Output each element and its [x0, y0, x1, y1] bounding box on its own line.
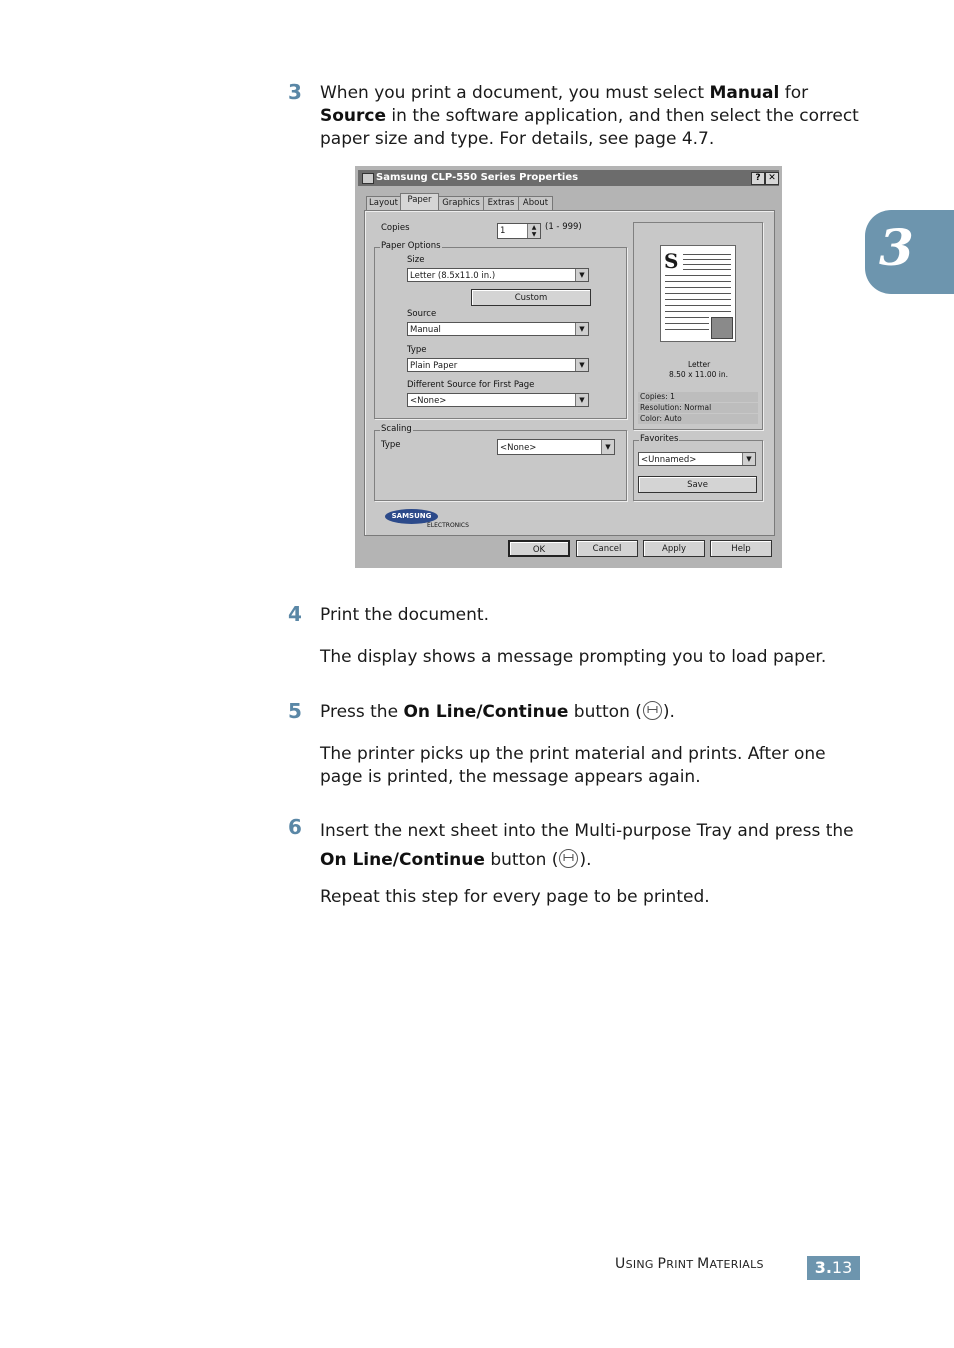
info-resolution: Resolution: Normal [638, 403, 758, 413]
step-5-text: Press the On Line/Continue button ( ). [320, 702, 675, 722]
step-number-5: 5 [288, 699, 302, 723]
step-4-text: Print the document. [320, 605, 489, 625]
image-placeholder-icon [711, 317, 733, 339]
apply-button[interactable]: Apply [643, 540, 705, 557]
step-number-4: 4 [288, 602, 302, 626]
online-continue-button-icon [643, 701, 662, 720]
favorites-select[interactable]: <Unnamed> ▼ [638, 452, 756, 466]
chevron-down-icon[interactable]: ▼ [575, 323, 588, 335]
tab-extras[interactable]: Extras [483, 196, 519, 210]
favorites-legend: Favorites [640, 434, 679, 444]
printer-icon [362, 173, 374, 184]
footer-section-title: USING PRINT MATERIALS [615, 1256, 764, 1272]
custom-button[interactable]: Custom [471, 289, 591, 306]
step-number-3: 3 [288, 80, 302, 104]
step-number-6: 6 [288, 815, 302, 839]
chevron-down-icon[interactable]: ▼ [575, 269, 588, 281]
chevron-down-icon[interactable]: ▼ [742, 453, 755, 465]
step-3-text: When you print a document, you must select Manual for Source in the software application, and then select the correct paper size and type. For details, see page 4.7. [320, 83, 859, 149]
step-6-note: Repeat this step for every page to be printed. [320, 887, 710, 907]
bold-online-continue: On Line/Continue [320, 850, 485, 870]
bold-manual: Manual [709, 83, 780, 103]
bold-online-continue: On Line/Continue [403, 702, 569, 722]
preview-paper-label: Letter [688, 360, 711, 369]
bold-source: Source [320, 106, 387, 126]
info-color: Color: Auto [638, 414, 758, 424]
size-select[interactable]: Letter (8.5x11.0 in.) ▼ [407, 268, 589, 282]
scaling-type-select[interactable]: <None> ▼ [497, 439, 615, 455]
chapter-tab [865, 210, 954, 294]
ok-button[interactable]: OK [508, 540, 570, 557]
step-4-note: The display shows a message prompting you to load paper. [320, 647, 827, 667]
preview-dimensions: 8.50 x 11.00 in. [669, 370, 728, 379]
save-button[interactable]: Save [638, 476, 757, 493]
tab-about[interactable]: About [518, 196, 553, 210]
info-copies: Copies: 1 [638, 392, 758, 402]
scaling-type-label: Type [381, 440, 401, 450]
dialog-title: Samsung CLP-550 Series Properties [376, 172, 579, 183]
tab-graphics[interactable]: Graphics [438, 196, 484, 210]
preview-letter: S [664, 249, 679, 273]
help-button[interactable]: Help [710, 540, 772, 557]
spinner-arrows-icon[interactable]: ▲ ▼ [527, 224, 540, 238]
samsung-electronics-text: ELECTRONICS [427, 522, 469, 529]
copies-spinner[interactable]: 1 ▲ ▼ [497, 223, 541, 239]
different-source-label: Different Source for First Page [407, 380, 535, 390]
chevron-down-icon[interactable]: ▼ [601, 440, 614, 454]
scaling-legend: Scaling [381, 424, 412, 434]
copies-range: (1 - 999) [545, 222, 582, 232]
tab-layout[interactable]: Layout [366, 196, 401, 210]
chevron-down-icon[interactable]: ▼ [575, 394, 588, 406]
step-6-text: Insert the next sheet into the Multi-purpose Tray and press the On Line/Continue button ( ). [320, 821, 854, 870]
source-label: Source [407, 309, 437, 319]
copies-label: Copies [381, 223, 410, 233]
step-5-note: The printer picks up the print material and prints. After one page is printed, the message appears again. [320, 744, 826, 787]
close-icon[interactable]: ✕ [765, 172, 779, 185]
type-label: Type [407, 345, 427, 355]
size-label: Size [407, 255, 425, 265]
dialog-title-bar [358, 170, 779, 186]
page-preview [660, 245, 736, 342]
chapter-number: 3 [879, 218, 914, 277]
online-continue-button-icon [559, 849, 578, 868]
cancel-button[interactable]: Cancel [576, 540, 638, 557]
samsung-logo: SAMSUNG [385, 509, 438, 524]
tab-paper[interactable]: Paper [400, 193, 439, 211]
help-icon[interactable]: ? [751, 172, 765, 185]
different-source-select[interactable]: <None> ▼ [407, 393, 589, 407]
chevron-down-icon[interactable]: ▼ [575, 359, 588, 371]
page-number-box: 3.13 [807, 1256, 860, 1280]
type-select[interactable]: Plain Paper ▼ [407, 358, 589, 372]
paper-options-legend: Paper Options [381, 241, 441, 251]
source-select[interactable]: Manual ▼ [407, 322, 589, 336]
